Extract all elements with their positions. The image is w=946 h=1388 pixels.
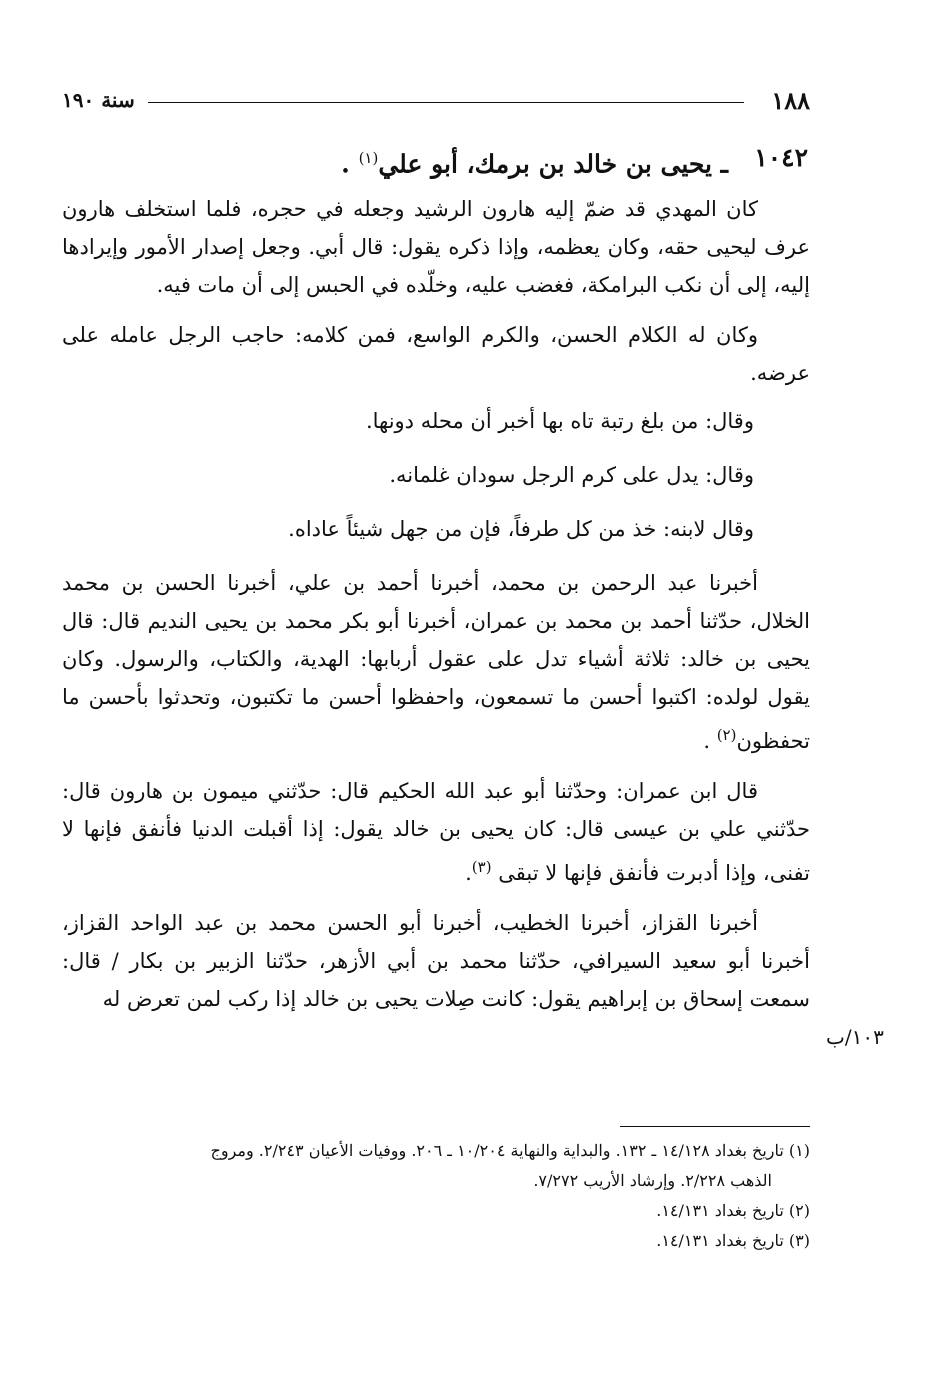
footnote-ref-1: (١): [358, 149, 379, 167]
main-text: [62, 190, 810, 1030]
header-rule: [148, 102, 744, 103]
footnote-1-line2: الذهب ٢/٢٢٨. وإرشاد الأريب ٧/٢٧٢.: [533, 1171, 772, 1190]
paragraph-speech: وكان له الكلام الحسن، والكرم الواسع، فمن كلامه: حاجب الرجل عامله على عرضه.: [62, 323, 810, 385]
footnote-2: (٢) تاريخ بغداد ١٤/١٣١.: [656, 1201, 810, 1220]
entry-title-text: ـ يحيى بن خالد بن برمك، أبو علي: [378, 149, 728, 179]
page-header: [62, 86, 810, 120]
footnote-1: [62, 1136, 810, 1196]
paragraph-narration-1: [62, 564, 810, 760]
paragraph-biography: كان المهدي قد ضمّ إليه هارون الرشيد وجعله في حجره، فلما استخلف هارون عرف ليحيى حقه، وكان يعظمه، وإذا ذكره يقول: قال أبي. وجعل إصدار الأمور وإيرادها إليه، إلى أن نكب البرامكة، فغضب عليه، وخلّده في الحبس إلى أن مات فيه.: [62, 197, 810, 297]
narration-1-text: أخبرنا عبد الرحمن بن محمد، أخبرنا أحمد بن علي، أخبرنا الحسن بن محمد الخلال، حدّثنا أحمد بن محمد بن عمران، أخبرنا أبو بكر محمد بن يحيى النديم قال: قال يحيى بن خالد: ثلاثة أشياء تدل على عقول أربابها: الهدية، والكتاب، والرسول. وكان يقول لولده: اكتبوا أحسن ما تسمعون، واحفظوا أحسن ما تكتبون، وتحدثوا بأحسن ما تحفظون: [62, 571, 810, 753]
end-mark: .: [465, 861, 472, 885]
entry-number: ١٠٤٢: [754, 143, 808, 172]
saying-3: وقال لابنه: خذ من كل طرفاً، فإن من جهل شيئاً عاداه.: [288, 517, 754, 541]
footnote-rule: [620, 1126, 810, 1127]
entry-heading: [108, 138, 808, 184]
paragraph-narration-3: أخبرنا القزاز، أخبرنا الخطيب، أخبرنا أبو الحسن محمد بن عبد الواحد القزاز، أخبرنا أبو سعيد السيرافي، حدّثنا محمد بن أبي الأزهر، حدّثنا الزبير بن بكار / قال: سمعت إسحاق بن إبراهيم يقول: كانت صِلات يحيى بن خالد إذا ركب لمن تعرض له: [62, 911, 810, 1011]
footnote-ref-3: (٣): [471, 858, 492, 876]
footnote-ref-2: (٢): [716, 726, 737, 744]
running-year: سنة ١٩٠: [62, 88, 135, 112]
narration-2-text: قال ابن عمران: وحدّثنا أبو عبد الله الحكيم قال: حدّثني ميمون بن هارون قال: حدّثني علي بن عيسى قال: كان يحيى بن خالد يقول: إذا أقبلت الدنيا فأنفق فإنها لا تفنى، وإذا أدبرت فأنفق فإنها لا تبقى: [62, 779, 810, 885]
page-number: ١٨٨: [771, 86, 810, 115]
manuscript-folio-marker: ١٠٣/ب: [826, 1025, 884, 1049]
paragraph-narration-2: [62, 772, 810, 892]
saying-1: وقال: من بلغ رتبة تاه بها أخبر أن محله دونها.: [365, 409, 754, 433]
footnote-1-line1: (١) تاريخ بغداد ١٤/١٢٨ ـ ١٣٢. والبداية والنهاية ١٠/٢٠٤ ـ ٢٠٦. ووفيات الأعيان ٢/٢٤٣. ومروج: [210, 1141, 810, 1160]
saying-2: وقال: يدل على كرم الرجل سودان غلمانه.: [389, 463, 754, 487]
footnote-3: (٣) تاريخ بغداد ١٤/١٣١.: [656, 1231, 810, 1250]
end-mark: .: [703, 729, 710, 753]
entry-title-end: .: [341, 149, 350, 179]
footnotes: [62, 1136, 810, 1256]
